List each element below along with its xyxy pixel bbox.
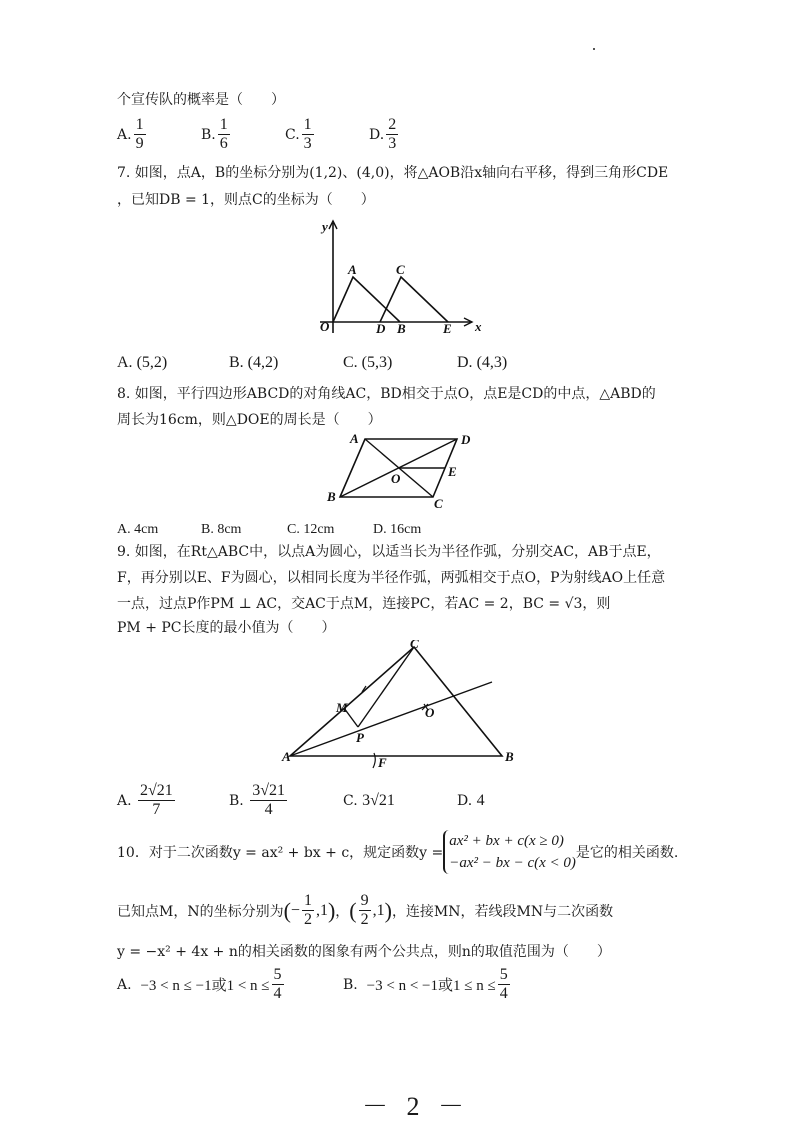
q9-ray-ao: [290, 682, 492, 756]
q9-stem-line3: 一点，过点P作PM ⊥ AC，交AC于点M，连接PC，若AC = 2，BC = √3，则: [117, 596, 611, 612]
q6-option-d[interactable]: D. $\frac{2}{3}$: [369, 116, 397, 152]
q8-parallelogram-figure: [320, 428, 480, 508]
scan-speck: [593, 48, 595, 50]
q6-option-b[interactable]: B. $\frac{1}{6}$: [201, 116, 228, 152]
q9-option-a[interactable]: A. $\frac{2√21}{7}$: [117, 782, 173, 818]
q7-stem-line2: ，已知DB = 1，则点C的坐标为（ ）: [117, 192, 375, 208]
q7-triangle-cde: [380, 277, 448, 322]
q9-option-b[interactable]: B. $\frac{3√21}{4}$: [229, 782, 285, 818]
q8-option-d[interactable]: D. 16cm: [373, 522, 422, 537]
q9-stem-line4: PM + PC长度的最小值为（ ）: [117, 620, 336, 636]
q10-stem-line3: y = −x² + 4x + n的相关函数的图象有两个公共点，则n的取值范围为（ ）: [117, 944, 611, 960]
q8-label-d: D: [461, 432, 471, 447]
q8-label-c: C: [434, 496, 443, 508]
q9-label-a: A: [282, 749, 291, 764]
q7-option-b[interactable]: B. (4,2): [229, 354, 279, 371]
q8-label-b: B: [327, 489, 336, 504]
q9-label-b: B: [505, 749, 514, 764]
q7-option-c[interactable]: C. (5,3): [343, 354, 393, 371]
q8-stem-line2: 周长为16cm，则△DOE的周长是（ ）: [117, 412, 382, 428]
q7-label-c: C: [396, 262, 405, 277]
q8-option-c[interactable]: C. 12cm: [287, 522, 335, 537]
q9-option-d[interactable]: D. 4: [457, 792, 485, 809]
q10-point-m-x: $\frac{1}{2}$: [303, 892, 312, 928]
q7-label-x: x: [475, 319, 482, 334]
q10-piecewise-function: ax² + bx + c(x ≥ 0) −ax² − bx − c(x < 0): [443, 830, 576, 874]
q10-point-n-x: $\frac{9}{2}$: [360, 892, 369, 928]
q6-option-c[interactable]: C. $\frac{1}{3}$: [285, 116, 312, 152]
q7-label-y: y: [322, 219, 328, 234]
q7-stem-line1: 7. 如图，点A，B的坐标分别为(1,2)、(4,0)，将△AOB沿x轴向右平移，得到三角形CDE: [117, 165, 669, 181]
q7-label-o: O: [320, 319, 330, 334]
q9-triangle-abc: [290, 647, 502, 756]
page-number: － 2 －: [362, 1092, 471, 1121]
q8-label-a: A: [350, 431, 359, 446]
q7-label-a: A: [348, 262, 357, 277]
q9-label-m: M: [336, 700, 348, 715]
q8-option-a[interactable]: A. 4cm: [117, 522, 159, 537]
q9-label-o: O: [425, 705, 435, 720]
q9-triangle-figure: [280, 640, 520, 775]
q10-stem-line2: 已知点M，N的坐标分别为 ( − $\frac{1}{2}$ ,1 ) ， ( $\frac{9}{2}$ ,1 ) ，连接MN，若线段MN与二次函数: [117, 892, 614, 928]
q8-label-o: O: [391, 471, 401, 486]
q10-option-b[interactable]: B. −3 < n < −1或1 ≤ n ≤ $\frac{5}{4}$: [343, 966, 508, 1002]
q7-label-d: D: [376, 321, 386, 336]
q8-option-b[interactable]: B. 8cm: [201, 522, 242, 537]
q7-coordinate-figure: [300, 215, 490, 340]
q9-label-f: F: [378, 755, 387, 770]
q8-label-e: E: [448, 464, 457, 479]
q8-stem-line1: 8. 如图，平行四边形ABCD的对角线AC，BD相交于点O，点E是CD的中点，△ABD的: [117, 386, 656, 402]
q7-label-b: B: [397, 321, 406, 336]
q6-option-a[interactable]: A. $\frac{1}{9}$: [117, 116, 144, 152]
q7-label-e: E: [443, 321, 452, 336]
q9-option-c[interactable]: C. 3√21: [343, 792, 395, 809]
q9-label-p: P: [356, 730, 364, 745]
q10-option-a[interactable]: A. −3 < n ≤ −1或1 < n ≤ $\frac{5}{4}$: [117, 966, 282, 1002]
q7-option-a[interactable]: A. (5,2): [117, 354, 168, 371]
q10-stem-line1: 10．对于二次函数y = ax² + bx + c，规定函数y = ax² + bx + c(x ≥ 0) −ax² − bx − c(x < 0) 是它的相关函数.: [117, 830, 678, 874]
q9-stem-line1: 9. 如图，在Rt△ABC中，以点A为圆心，以适当长为半径作弧，分别交AC，AB于点E，: [117, 544, 661, 560]
q9-label-c: C: [410, 640, 419, 651]
q9-stem-line2: F，再分别以E、F为圆心，以相同长度为半径作弧，两弧相交于点O，P为射线AO上任意: [117, 570, 666, 586]
q7-option-d[interactable]: D. (4,3): [457, 354, 508, 371]
q6-tail: 个宣传队的概率是（ ）: [117, 92, 285, 108]
q9-segment-pc: [358, 647, 414, 727]
